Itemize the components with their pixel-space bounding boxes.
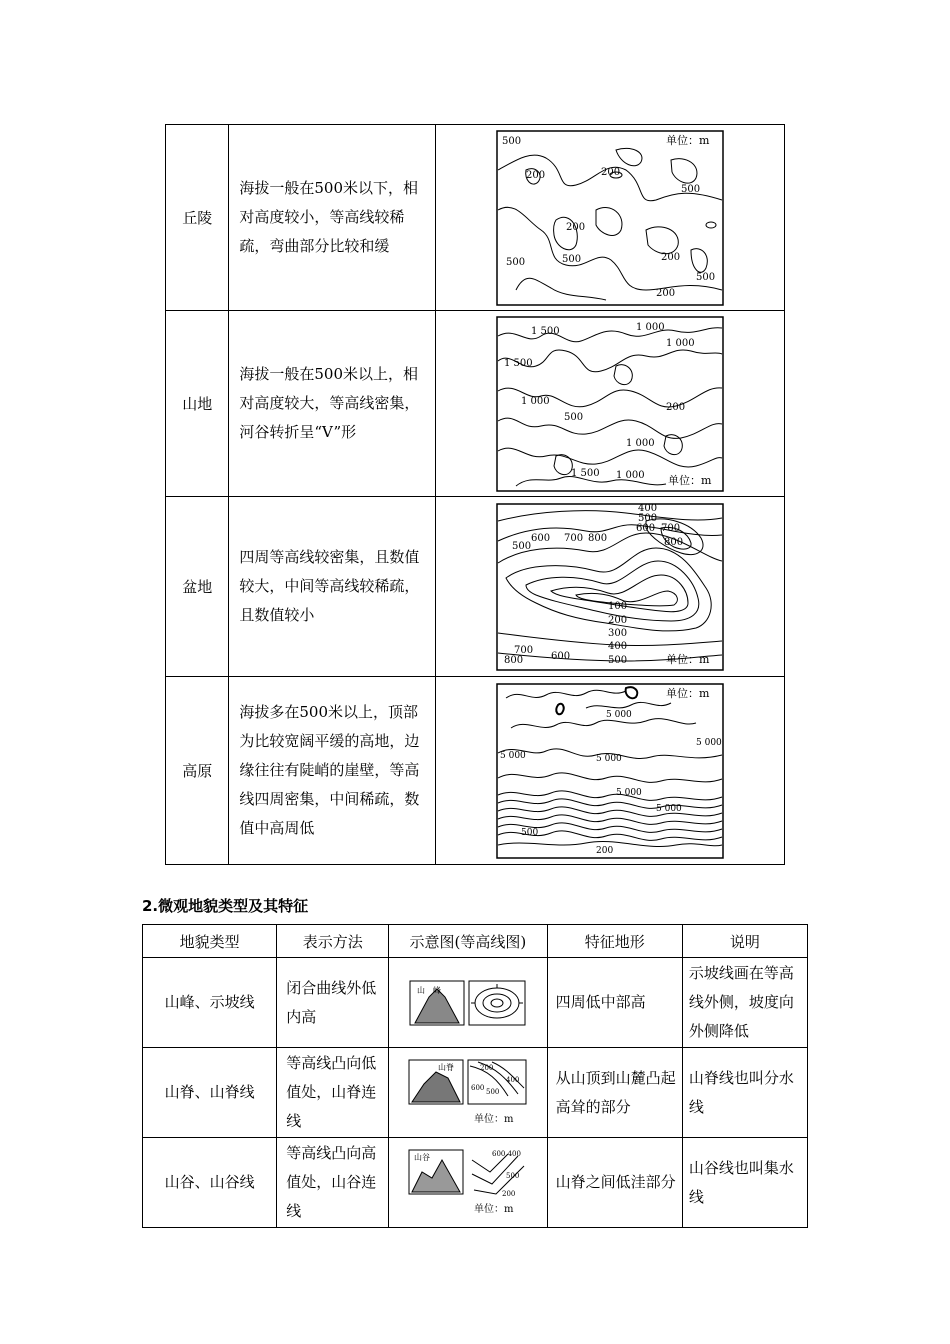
svg-text:1 000: 1 000 bbox=[521, 395, 550, 407]
svg-text:山脊: 山脊 bbox=[437, 1062, 454, 1072]
svg-text:1 000: 1 000 bbox=[636, 321, 665, 333]
svg-text:1 000: 1 000 bbox=[616, 469, 645, 481]
landform-name: 丘陵 bbox=[166, 125, 229, 311]
svg-text:200: 200 bbox=[596, 845, 614, 856]
landform-type: 山峰、示坡线 bbox=[143, 958, 277, 1048]
svg-text:500: 500 bbox=[506, 256, 526, 268]
peak-diagram bbox=[389, 958, 547, 1048]
svg-text:1 500: 1 500 bbox=[504, 357, 533, 369]
svg-text:600: 600 bbox=[470, 1083, 485, 1092]
svg-text:500: 500 bbox=[512, 540, 532, 552]
landform-name: 山地 bbox=[166, 311, 229, 497]
svg-text:400: 400 bbox=[638, 502, 658, 514]
col-header: 示意图(等高线图) bbox=[389, 925, 547, 958]
svg-text:山 峰: 山 峰 bbox=[416, 985, 441, 995]
landform-desc: 海拔多在500米以上，顶部为比较宽阔平缓的高地，边缘往往有陡峭的崖壁，等高线四周密集，中间稀疏，数值中高周低 bbox=[229, 677, 436, 865]
table-row bbox=[143, 1048, 808, 1138]
svg-text:700: 700 bbox=[564, 532, 584, 544]
col-header: 表示方法 bbox=[277, 925, 389, 958]
svg-text:5 000: 5 000 bbox=[606, 709, 632, 720]
landform-name: 高原 bbox=[166, 677, 229, 865]
svg-text:5 000: 5 000 bbox=[616, 787, 642, 798]
svg-text:5 000: 5 000 bbox=[656, 803, 682, 814]
svg-text:山谷: 山谷 bbox=[413, 1152, 430, 1162]
svg-text:200: 200 bbox=[608, 614, 628, 626]
svg-text:800: 800 bbox=[504, 654, 524, 666]
svg-text:500: 500 bbox=[696, 271, 716, 283]
landform-type: 山脊、山脊线 bbox=[143, 1048, 277, 1138]
svg-text:5 000: 5 000 bbox=[500, 750, 526, 761]
contour-map-mountains bbox=[436, 311, 785, 497]
col-header: 地貌类型 bbox=[143, 925, 277, 958]
svg-text:200: 200 bbox=[661, 251, 681, 263]
section-title: 2.微观地貌类型及其特征 bbox=[142, 897, 309, 915]
svg-text:1 000: 1 000 bbox=[666, 337, 695, 349]
landform-type: 山谷、山谷线 bbox=[143, 1138, 277, 1228]
micro-landform-table bbox=[142, 924, 808, 1228]
table-row bbox=[143, 958, 808, 1048]
svg-text:200: 200 bbox=[479, 1063, 494, 1072]
svg-text:700: 700 bbox=[514, 644, 534, 656]
contour-map-plateau bbox=[436, 677, 785, 865]
svg-text:300: 300 bbox=[608, 627, 628, 639]
svg-text:500: 500 bbox=[502, 135, 522, 147]
svg-text:800: 800 bbox=[664, 536, 684, 548]
svg-text:单位：m: 单位：m bbox=[473, 1113, 514, 1125]
contour-map-hills bbox=[436, 125, 785, 311]
svg-text:500: 500 bbox=[505, 1171, 520, 1180]
svg-text:200: 200 bbox=[526, 169, 546, 181]
svg-text:800: 800 bbox=[588, 532, 608, 544]
svg-text:5 000: 5 000 bbox=[696, 737, 722, 748]
col-header: 说明 bbox=[682, 925, 807, 958]
note: 山谷线也叫集水线 bbox=[682, 1138, 807, 1228]
svg-text:1 500: 1 500 bbox=[531, 325, 560, 337]
svg-text:500: 500 bbox=[562, 253, 582, 265]
svg-text:单位：m: 单位：m bbox=[473, 1203, 514, 1215]
svg-text:500: 500 bbox=[638, 512, 658, 524]
contour-map-basin bbox=[436, 497, 785, 677]
feature: 从山顶到山麓凸起高耸的部分 bbox=[547, 1048, 682, 1138]
method: 等高线凸向高值处，山谷连线 bbox=[277, 1138, 389, 1228]
svg-text:600: 600 bbox=[551, 650, 571, 662]
svg-text:1 500: 1 500 bbox=[571, 467, 600, 479]
svg-text:400: 400 bbox=[608, 640, 628, 652]
svg-text:500: 500 bbox=[681, 183, 701, 195]
svg-text:单位：m: 单位：m bbox=[666, 133, 710, 147]
svg-text:600 400: 600 400 bbox=[491, 1149, 521, 1158]
svg-text:400: 400 bbox=[505, 1075, 520, 1084]
valley-diagram bbox=[389, 1138, 547, 1228]
svg-text:单位：m: 单位：m bbox=[668, 473, 712, 487]
svg-text:500: 500 bbox=[608, 654, 628, 666]
svg-text:500: 500 bbox=[485, 1087, 500, 1096]
note: 山脊线也叫分水线 bbox=[682, 1048, 807, 1138]
svg-text:5 000: 5 000 bbox=[596, 753, 622, 764]
note: 示坡线画在等高线外侧，坡度向外侧降低 bbox=[682, 958, 807, 1048]
svg-text:600: 600 bbox=[636, 522, 656, 534]
svg-text:200: 200 bbox=[566, 221, 586, 233]
landform-table bbox=[165, 124, 785, 865]
table-row bbox=[143, 1138, 808, 1228]
method: 闭合曲线外低内高 bbox=[277, 958, 389, 1048]
landform-name: 盆地 bbox=[166, 497, 229, 677]
svg-text:700: 700 bbox=[661, 522, 681, 534]
svg-text:500: 500 bbox=[564, 411, 584, 423]
svg-text:单位：m: 单位：m bbox=[666, 652, 710, 666]
landform-desc: 海拔一般在500米以上，相对高度较大，等高线密集，河谷转折呈“V”形 bbox=[229, 311, 436, 497]
landform-desc: 四周等高线较密集，且数值较大，中间等高线较稀疏，且数值较小 bbox=[229, 497, 436, 677]
svg-text:600: 600 bbox=[531, 532, 551, 544]
svg-text:500: 500 bbox=[521, 827, 539, 838]
feature: 山脊之间低洼部分 bbox=[547, 1138, 682, 1228]
svg-text:200: 200 bbox=[656, 287, 676, 299]
feature: 四周低中部高 bbox=[547, 958, 682, 1048]
method: 等高线凸向低值处，山脊连线 bbox=[277, 1048, 389, 1138]
svg-text:100: 100 bbox=[608, 600, 628, 612]
svg-text:200: 200 bbox=[601, 166, 621, 178]
col-header: 特征地形 bbox=[547, 925, 682, 958]
svg-text:1 000: 1 000 bbox=[626, 437, 655, 449]
landform-desc: 海拔一般在500米以下，相对高度较小，等高线较稀疏，弯曲部分比较和缓 bbox=[229, 125, 436, 311]
svg-text:200: 200 bbox=[501, 1189, 516, 1198]
svg-text:200: 200 bbox=[666, 401, 686, 413]
ridge-diagram bbox=[389, 1048, 547, 1138]
svg-text:单位：m: 单位：m bbox=[666, 686, 710, 700]
